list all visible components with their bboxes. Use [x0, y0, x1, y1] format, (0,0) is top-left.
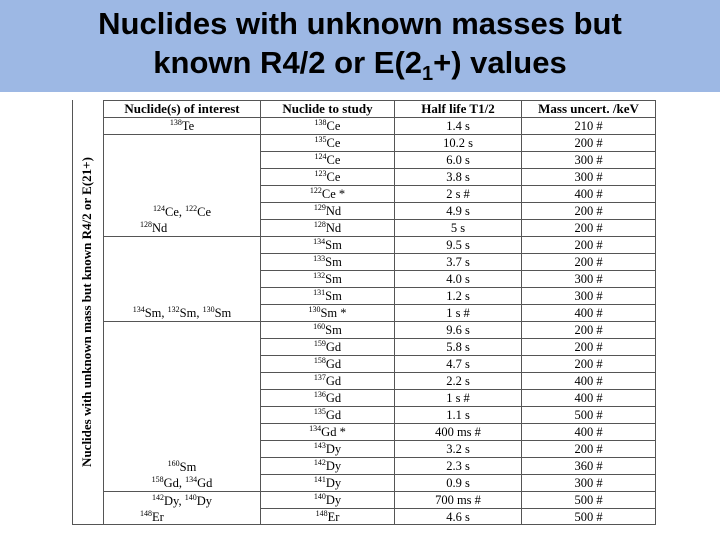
mass-uncertainty-cell: 200 #	[522, 339, 656, 356]
nuclide-to-study-cell	[261, 135, 395, 152]
element-symbol: Dy	[325, 476, 342, 490]
element-symbol: Sm	[179, 460, 197, 474]
half-life-cell: 5 s	[395, 220, 522, 237]
mass-uncertainty-cell: 200 #	[522, 203, 656, 220]
mass-number: 135	[314, 134, 327, 144]
element-symbol: Te	[181, 119, 195, 133]
title-subscript: 1	[422, 63, 434, 86]
mass-number: 124	[314, 151, 327, 161]
title-line-2-post: +) values	[433, 45, 567, 80]
nuclide-to-study-cell	[261, 118, 395, 135]
nuclide-to-study-cell	[261, 254, 395, 271]
element-symbol: Dy	[325, 442, 342, 456]
element-symbol: Nd	[325, 204, 342, 218]
element-symbol: Sm	[325, 238, 342, 252]
note-marker: *	[336, 425, 346, 439]
half-life-cell: 0.9 s	[395, 475, 522, 492]
nuclides-of-interest-cell	[104, 492, 261, 526]
table-header-row	[104, 101, 656, 118]
element-symbol: Ce	[326, 119, 341, 133]
half-life-cell: 3.7 s	[395, 254, 522, 271]
nuclide-of-interest	[104, 305, 260, 321]
nuclide-to-study-cell	[261, 390, 395, 407]
mass-uncertainty-cell: 200 #	[522, 220, 656, 237]
table-row	[104, 322, 656, 339]
mass-number: 141	[313, 474, 326, 484]
half-life-cell: 1.2 s	[395, 288, 522, 305]
mass-uncertainty-cell: 400 #	[522, 424, 656, 441]
element-symbol: Sm	[325, 255, 342, 269]
mass-uncertainty-cell: 400 #	[522, 305, 656, 322]
element-symbol: Nd	[325, 221, 342, 235]
nuclides-of-interest-cell	[104, 322, 261, 492]
mass-number: 134	[309, 423, 322, 433]
half-life-cell: 9.6 s	[395, 322, 522, 339]
mass-uncertainty-cell: 500 #	[522, 509, 656, 526]
table-row	[104, 135, 656, 152]
mass-uncertainty-cell: 200 #	[522, 322, 656, 339]
element-symbol: Er	[327, 510, 340, 524]
mass-number: 133	[313, 253, 326, 263]
nuclide-of-interest	[104, 204, 260, 220]
half-life-cell: 4.9 s	[395, 203, 522, 220]
mass-number: 148	[315, 508, 328, 518]
element-symbol: Sm	[320, 306, 338, 320]
half-life-cell: 1.1 s	[395, 407, 522, 424]
mass-number: 158	[313, 355, 326, 365]
element-symbol: Er	[152, 510, 164, 524]
mass-number: 134	[313, 236, 326, 246]
half-life-cell: 3.8 s	[395, 169, 522, 186]
nuclides-of-interest-cell	[104, 237, 261, 322]
mass-number: 137	[313, 372, 326, 382]
nuclide-to-study-cell	[261, 169, 395, 186]
mass-uncertainty-cell: 360 #	[522, 458, 656, 475]
table-row	[104, 118, 656, 135]
element-symbol: Gd	[325, 391, 342, 405]
element-symbol: Sm,	[179, 306, 203, 320]
half-life-cell: 2.3 s	[395, 458, 522, 475]
mass-uncertainty-cell: 400 #	[522, 186, 656, 203]
mass-number: 138	[314, 117, 327, 127]
half-life-cell: 400 ms #	[395, 424, 522, 441]
mass-number: 140	[184, 492, 197, 502]
element-symbol: Gd	[325, 357, 342, 371]
element-symbol: Ce	[326, 136, 341, 150]
mass-number: 132	[313, 270, 326, 280]
nuclide-to-study-cell	[261, 509, 395, 526]
nuclide-to-study-cell	[261, 407, 395, 424]
mass-uncertainty-cell: 200 #	[522, 254, 656, 271]
side-label-cell	[72, 100, 102, 524]
nuclide-to-study-cell	[261, 271, 395, 288]
mass-uncertainty-cell: 500 #	[522, 492, 656, 509]
nuclide-to-study-cell	[261, 186, 395, 203]
mass-uncertainty-cell: 300 #	[522, 475, 656, 492]
header-mass-uncertainty: Mass uncert. /keV	[522, 101, 656, 118]
mass-number: 138	[169, 117, 182, 127]
half-life-cell: 1.4 s	[395, 118, 522, 135]
element-symbol: Dy	[325, 493, 342, 507]
element-symbol: Sm,	[144, 306, 168, 320]
nuclide-to-study-cell	[261, 339, 395, 356]
nuclide-of-interest	[104, 220, 260, 236]
element-symbol: Gd	[325, 408, 342, 422]
nuclide-to-study-cell	[261, 203, 395, 220]
mass-uncertainty-cell: 200 #	[522, 237, 656, 254]
mass-uncertainty-cell: 200 #	[522, 441, 656, 458]
half-life-cell: 4.7 s	[395, 356, 522, 373]
mass-number: 128	[313, 219, 326, 229]
mass-number: 124	[152, 203, 165, 213]
element-symbol: Sm	[325, 289, 342, 303]
nuclide-of-interest	[104, 459, 260, 475]
half-life-cell: 5.8 s	[395, 339, 522, 356]
mass-number: 128	[140, 219, 152, 229]
element-symbol: Sm	[214, 306, 232, 320]
mass-number: 158	[151, 474, 164, 484]
header-half-life: Half life T1/2	[395, 101, 522, 118]
element-symbol: Gd	[325, 340, 342, 354]
table-body	[104, 118, 656, 526]
header-nuclides-of-interest: Nuclide(s) of interest	[104, 101, 261, 118]
element-symbol: Dy	[196, 494, 212, 508]
mass-uncertainty-cell: 300 #	[522, 152, 656, 169]
mass-number: 131	[313, 287, 326, 297]
nuclide-to-study-cell	[261, 152, 395, 169]
element-symbol: Gd,	[163, 476, 186, 490]
nuclide-of-interest	[104, 493, 260, 509]
nuclide-to-study-cell	[261, 237, 395, 254]
nuclide-to-study-cell	[261, 475, 395, 492]
element-symbol: Ce,	[164, 205, 186, 219]
nuclide-to-study-cell	[261, 220, 395, 237]
nuclide-to-study-cell	[261, 373, 395, 390]
element-symbol: Ce	[197, 205, 212, 219]
half-life-cell: 2.2 s	[395, 373, 522, 390]
nuclides-of-interest-cell	[104, 135, 261, 237]
mass-number: 122	[185, 203, 198, 213]
element-symbol: Gd	[197, 476, 213, 490]
mass-number: 135	[313, 406, 326, 416]
half-life-cell: 1 s #	[395, 390, 522, 407]
title-line-2-pre: known R4/2 or E(2	[153, 45, 423, 80]
element-symbol: Ce	[321, 187, 336, 201]
mass-number: 134	[185, 474, 198, 484]
mass-uncertainty-cell: 210 #	[522, 118, 656, 135]
title-line-1: Nuclides with unknown masses but	[98, 6, 622, 41]
mass-number: 142	[313, 457, 326, 467]
half-life-cell: 2 s #	[395, 186, 522, 203]
mass-number: 123	[314, 168, 327, 178]
nuclide-table	[103, 100, 655, 524]
nuclide-to-study-cell	[261, 288, 395, 305]
nuclide-of-interest	[104, 509, 260, 525]
mass-number: 129	[313, 202, 326, 212]
half-life-cell: 10.2 s	[395, 135, 522, 152]
side-label: Nuclides with unknown mass but known R4/2 or E(21+)	[79, 157, 94, 467]
note-marker: *	[337, 306, 347, 320]
mass-uncertainty-cell: 400 #	[522, 390, 656, 407]
mass-number: 130	[202, 304, 215, 314]
title-banner	[0, 0, 720, 92]
element-symbol: Ce	[326, 170, 341, 184]
nuclide-to-study-cell	[261, 458, 395, 475]
mass-number: 143	[313, 440, 326, 450]
element-symbol: Gd	[325, 374, 342, 388]
nuclides-of-interest-cell	[104, 118, 261, 135]
mass-number: 140	[313, 491, 326, 501]
mass-number: 148	[140, 508, 152, 518]
mass-number: 160	[167, 458, 180, 468]
mass-number: 130	[308, 304, 321, 314]
element-symbol: Sm	[325, 272, 342, 286]
table-row	[104, 492, 656, 509]
mass-number: 136	[313, 389, 326, 399]
half-life-cell: 4.0 s	[395, 271, 522, 288]
half-life-cell: 6.0 s	[395, 152, 522, 169]
title-line-2	[0, 43, 720, 94]
mass-uncertainty-cell: 300 #	[522, 271, 656, 288]
mass-number: 159	[313, 338, 326, 348]
half-life-cell: 3.2 s	[395, 441, 522, 458]
element-symbol: Dy,	[164, 494, 185, 508]
mass-number: 132	[167, 304, 180, 314]
mass-uncertainty-cell: 300 #	[522, 288, 656, 305]
mass-uncertainty-cell: 200 #	[522, 356, 656, 373]
nuclide-to-study-cell	[261, 424, 395, 441]
mass-number: 134	[132, 304, 145, 314]
nuclide-to-study-cell	[261, 322, 395, 339]
mass-uncertainty-cell: 300 #	[522, 169, 656, 186]
table-row	[104, 237, 656, 254]
mass-uncertainty-cell: 200 #	[522, 135, 656, 152]
nuclide-to-study-cell	[261, 305, 395, 322]
nuclide-to-study-cell	[261, 492, 395, 509]
note-marker: *	[335, 187, 346, 201]
mass-uncertainty-cell: 400 #	[522, 373, 656, 390]
mass-number: 142	[152, 492, 164, 502]
half-life-cell: 700 ms #	[395, 492, 522, 509]
nuclide-of-interest	[104, 118, 260, 134]
nuclide-to-study-cell	[261, 356, 395, 373]
header-nuclide-to-study: Nuclide to study	[261, 101, 395, 118]
nuclide-of-interest	[104, 475, 260, 491]
element-symbol: Dy	[325, 459, 342, 473]
element-symbol: Gd	[321, 425, 337, 439]
half-life-cell: 4.6 s	[395, 509, 522, 526]
half-life-cell: 9.5 s	[395, 237, 522, 254]
mass-uncertainty-cell: 500 #	[522, 407, 656, 424]
element-symbol: Sm	[325, 323, 342, 337]
nuclide-to-study-cell	[261, 441, 395, 458]
element-symbol: Ce	[326, 153, 341, 167]
half-life-cell: 1 s #	[395, 305, 522, 322]
mass-number: 160	[313, 321, 326, 331]
mass-number: 122	[309, 185, 322, 195]
slide-title	[0, 4, 720, 94]
element-symbol: Nd	[152, 221, 168, 235]
